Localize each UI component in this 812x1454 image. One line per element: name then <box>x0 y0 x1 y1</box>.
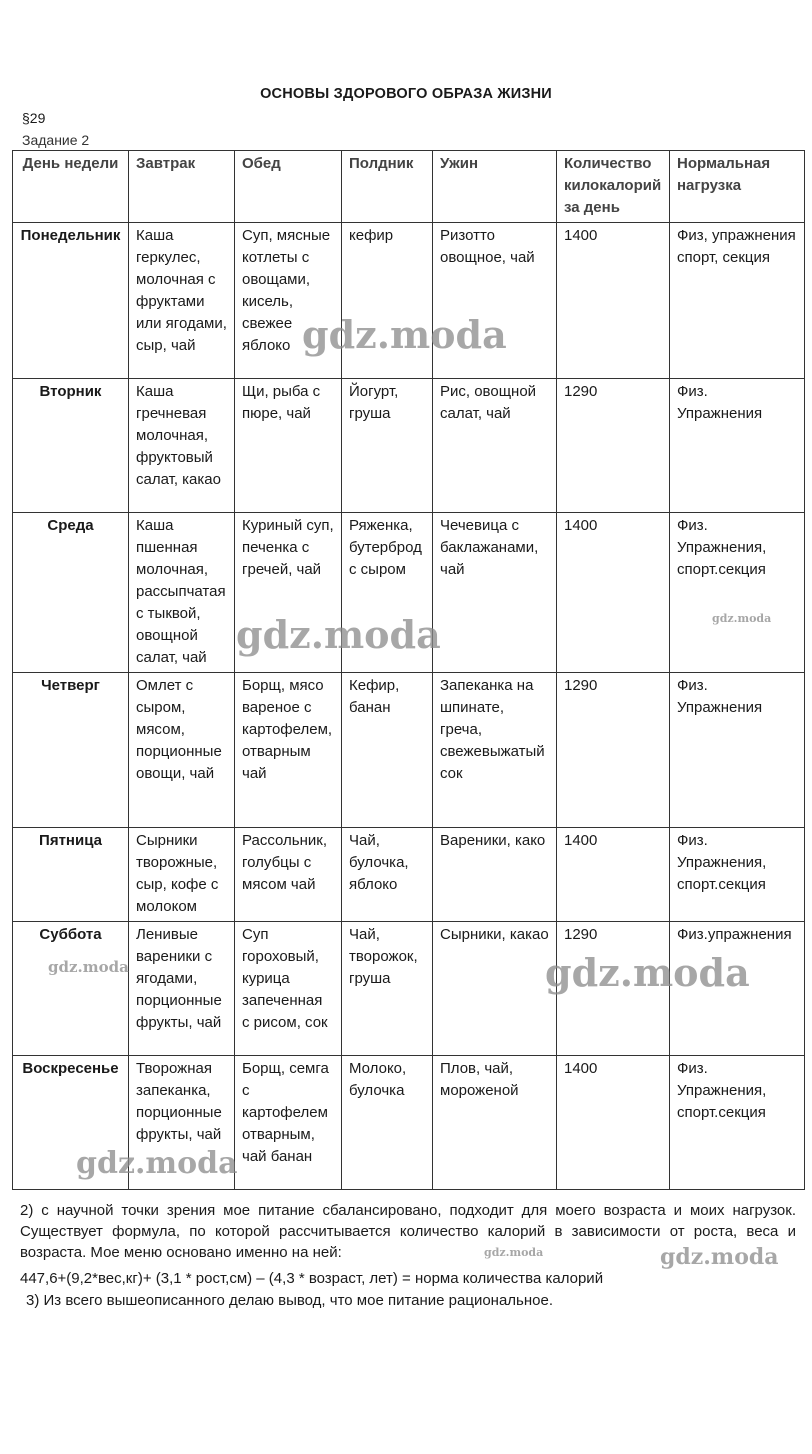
lunch-cell: Рассольник, голубцы с мясом чай <box>235 828 342 922</box>
table-header-row <box>13 151 805 223</box>
watermark: gdz.moda <box>302 312 507 357</box>
dinner-cell: Запеканка на шпинате, греча, свежевыжатый сок <box>433 673 557 828</box>
watermark: gdz.moda <box>76 1146 238 1181</box>
snack-cell: Молоко, булочка <box>342 1056 433 1190</box>
answer-paragraph-2: 2) с научной точки зрения мое питание сбалансировано, подходит для моего возраста и моих нагрузок. Существует формула, по которой рассчитывается количество калорий в зависимости от роста, веса и возраста. Мое меню основано именно на ней: <box>20 1202 796 1261</box>
lunch-cell: Куриный суп, печенка с гречей, чай <box>235 513 342 673</box>
watermark: gdz.moda <box>545 950 750 995</box>
kcal-cell: 1400 <box>557 223 670 379</box>
answer-paragraph-3: 3) Из всего вышеописанного делаю вывод, что мое питание рациональное. <box>26 1292 553 1309</box>
table-row <box>13 828 805 922</box>
breakfast-cell: Каша геркулес, молочная с фруктами или ягодами, сыр, чай <box>129 223 235 379</box>
snack-cell: Кефир, банан <box>342 673 433 828</box>
snack-cell: Чай, творожок, груша <box>342 922 433 1056</box>
snack-cell: кефир <box>342 223 433 379</box>
day-cell: Вторник <box>13 379 129 513</box>
day-cell: Воскресенье <box>13 1056 129 1190</box>
table-row <box>13 513 805 673</box>
lunch-cell: Суп, мясные котлеты с овощами, кисель, свежее яблоко <box>235 223 342 379</box>
header-load: Нормальная нагрузка <box>670 151 805 223</box>
breakfast-cell: Ленивые вареники с ягодами, порционные фрукты, чай <box>129 922 235 1056</box>
kcal-cell: 1290 <box>557 673 670 828</box>
load-cell: Физ. Упражнения, спорт.секция <box>670 1056 805 1190</box>
kcal-cell: 1290 <box>557 379 670 513</box>
dinner-cell: Вареники, како <box>433 828 557 922</box>
header-kcal: Количество килокалорий за день <box>557 151 670 223</box>
breakfast-cell: Омлет с сыром, мясом, порционные овощи, чай <box>129 673 235 828</box>
section-number: §29 <box>22 110 46 126</box>
header-lunch: Обед <box>235 151 342 223</box>
dinner-cell: Сырники, какао <box>433 922 557 1056</box>
table-row <box>13 223 805 379</box>
breakfast-cell: Каша пшенная молочная, рассыпчатая с тыквой, овощной салат, чай <box>129 513 235 673</box>
watermark: gdz.moda <box>712 612 772 625</box>
load-cell: Физ. Упражнения, спорт.секция <box>670 513 805 673</box>
day-cell: Понедельник <box>13 223 129 379</box>
header-breakfast: Завтрак <box>129 151 235 223</box>
header-dinner: Ужин <box>433 151 557 223</box>
kcal-cell: 1290 <box>557 922 670 1056</box>
snack-cell: Ряженка, бутерброд с сыром <box>342 513 433 673</box>
breakfast-cell: Каша гречневая молочная, фруктовый салат, какао <box>129 379 235 513</box>
watermark: gdz.moda <box>660 1244 779 1270</box>
table-row <box>13 673 805 828</box>
table-row <box>13 379 805 513</box>
page-title: ОСНОВЫ ЗДОРОВОГО ОБРАЗА ЖИЗНИ <box>260 86 552 102</box>
watermark: gdz.moda <box>48 958 129 976</box>
day-cell: Среда <box>13 513 129 673</box>
kcal-cell: 1400 <box>557 1056 670 1190</box>
load-cell: Физ, упражнения спорт, секция <box>670 223 805 379</box>
dinner-cell: Ризотто овощное, чай <box>433 223 557 379</box>
table-row <box>13 1056 805 1190</box>
load-cell: Физ.упражнения <box>670 922 805 1056</box>
day-cell: Четверг <box>13 673 129 828</box>
weekly-menu-table <box>12 150 805 1190</box>
load-cell: Физ. Упражнения <box>670 379 805 513</box>
lunch-cell: Суп гороховый, курица запеченная с рисом, сок <box>235 922 342 1056</box>
lunch-cell: Щи, рыба с пюре, чай <box>235 379 342 513</box>
kcal-cell: 1400 <box>557 828 670 922</box>
snack-cell: Чай, булочка, яблоко <box>342 828 433 922</box>
day-cell: Пятница <box>13 828 129 922</box>
lunch-cell: Борщ, мясо вареное с картофелем, отварным чай <box>235 673 342 828</box>
calorie-formula: 447,6+(9,2*вес,кг)+ (3,1 * рост,см) – (4,3 * возраст, лет) = норма количества калорий <box>20 1270 604 1287</box>
table-row <box>13 922 805 1056</box>
watermark: gdz.moda <box>236 612 441 657</box>
load-cell: Физ. Упражнения <box>670 673 805 828</box>
day-cell: Суббота <box>13 922 129 1056</box>
lunch-cell: Борщ, семга с картофелем отварным, чай банан <box>235 1056 342 1190</box>
kcal-cell: 1400 <box>557 513 670 673</box>
load-cell: Физ. Упражнения, спорт.секция <box>670 828 805 922</box>
snack-cell: Йогурт, груша <box>342 379 433 513</box>
header-day: День недели <box>13 151 129 223</box>
dinner-cell: Плов, чай, мороженой <box>433 1056 557 1190</box>
dinner-cell: Чечевица с баклажанами, чай <box>433 513 557 673</box>
breakfast-cell: Творожная запеканка, порционные фрукты, чай <box>129 1056 235 1190</box>
breakfast-cell: Сырники творожные, сыр, кофе с молоком <box>129 828 235 922</box>
task-label: Задание 2 <box>22 132 90 148</box>
watermark: gdz.moda <box>484 1246 544 1259</box>
header-snack: Полдник <box>342 151 433 223</box>
dinner-cell: Рис, овощной салат, чай <box>433 379 557 513</box>
